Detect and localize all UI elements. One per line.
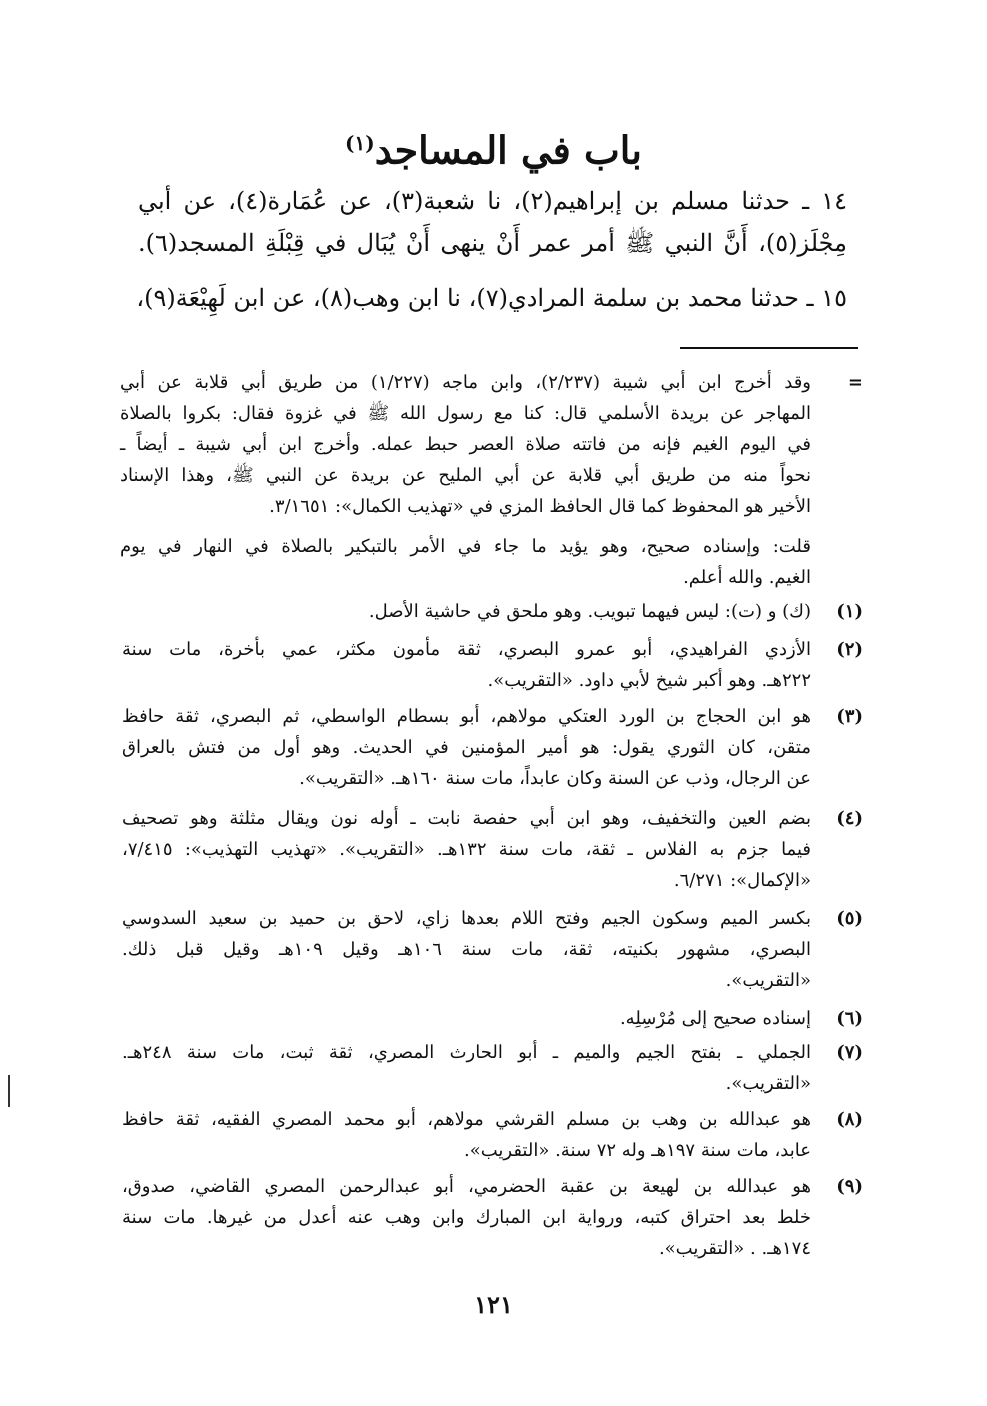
chapter-title-text: باب في المساجد: [374, 127, 642, 173]
footnote-line: خلط بعد احتراق كتبه، ورواية ابن المبارك وابن وهب عنه أعدل من غيرها. مات سنة: [122, 1207, 811, 1228]
footnote-line: الجملي ـ بفتح الجيم والميم ـ أبو الحارث المصري، ثقة ثبت، مات سنة ٢٤٨هـ.: [122, 1042, 811, 1063]
chapter-title-footnote-ref: (١): [345, 131, 375, 155]
footnote-line: بكسر الميم وسكون الجيم وفتح اللام بعدها زاي، لاحق بن حميد بن سعيد السدوسي: [122, 908, 811, 929]
continuation-line: قلت: وإسناده صحيح، وهو يؤيد ما جاء في الأمر بالتبكير بالصلاة في النهار في يوم: [120, 536, 811, 557]
continuation-line: المهاجر عن بريدة الأسلمي قال: كنا مع رسول الله ﷺ في غزوة فقال: بكروا بالصلاة: [120, 403, 811, 424]
continuation-line: وقد أخرج ابن أبي شيبة (٢/٢٣٧)، وابن ماجه (١/٢٢٧) من طريق أبي قلابة عن أبي: [120, 372, 812, 393]
continuation-line: نحواً منه من طريق أبي قلابة عن أبي المليح عن بريدة عن النبي ﷺ، وهذا الإسناد: [120, 465, 811, 486]
footnote-marker: (٧): [836, 1042, 863, 1063]
footnote-line: هو عبدالله بن وهب بن مسلم القرشي مولاهم، أبو محمد المصري الفقيه، ثقة حافظ: [122, 1109, 811, 1130]
footnote-line: «الإكمال»: ٦/٢٧١.: [673, 870, 811, 891]
footnote-marker: (٥): [836, 908, 863, 929]
footnote-line: فيما جزم به الفلاس ـ ثقة، مات سنة ١٣٢هـ. «التقريب». «تهذيب التهذيب»: ٧/٤١٥،: [122, 839, 812, 860]
footnote-line: (ك) و (ت): ليس فيهما تبويب. وهو ملحق في حاشية الأصل.: [368, 601, 811, 622]
footnote-line: الأزدي الفراهيدي، أبو عمرو البصري، ثقة مأمون مكثر، عمي بأخرة، مات سنة: [122, 639, 811, 660]
footnote-line: البصري، مشهور بكنيته، ثقة، مات سنة ١٠٦هـ وقيل ١٠٩هـ وقيل قبل ذلك.: [122, 939, 811, 960]
hadith-15-line-1: ١٥ ـ حدثنا محمد بن سلمة المرادي(٧)، نا ابن وهب(٨)، عن ابن لَهِيْعَة(٩)،: [136, 284, 847, 312]
continuation-marker: =: [847, 372, 863, 393]
footnote-line: عابد، مات سنة ١٩٧هـ وله ٧٢ سنة. «التقريب».: [463, 1140, 811, 1161]
footnote-marker: (٤): [836, 808, 863, 829]
footnote-marker: (١): [836, 601, 863, 622]
footnote-line: عن الرجال، وذب عن السنة وكان عابداً، مات سنة ١٦٠هـ. «التقريب».: [299, 768, 811, 789]
footnote-line: «التقريب».: [725, 1073, 811, 1094]
hadith-14-line-1: ١٤ ـ حدثنا مسلم بن إبراهيم(٢)، نا شعبة(٣)، عن عُمَارة(٤)، عن أبي: [138, 187, 848, 215]
hadith-14-line-2: مِجْلَز(٥)، أَنَّ النبي ﷺ أمر عمر أَنْ ينهى أَنْ يُبَال في قِبْلَةِ المسجد(٦).: [138, 229, 847, 257]
continuation-line: الأخير هو المحفوظ كما قال الحافظ المزي في «تهذيب الكمال»: ٣/١٦٥١.: [269, 496, 811, 517]
continuation-line: الغيم. والله أعلم.: [683, 567, 811, 588]
page-number: ١٢١: [474, 1290, 513, 1319]
footnote-line: هو عبدالله بن لهيعة بن عقبة الحضرمي، أبو عبدالرحمن المصري القاضي، صدوق،: [122, 1176, 811, 1197]
footnote-line: هو ابن الحجاج بن الورد العتكي مولاهم، أبو بسطام الواسطي، ثم البصري، ثقة حافظ: [122, 706, 811, 727]
footnote-marker: (٢): [836, 639, 863, 660]
footnote-separator: [680, 347, 858, 349]
footnote-marker: (٩): [836, 1176, 863, 1197]
footnote-line: إسناده صحيح إلى مُرْسِلِه.: [619, 1008, 811, 1029]
footnote-line: ١٧٤هـ. . «التقريب».: [658, 1238, 811, 1259]
footnote-line: ٢٢٢هـ. وهو أكبر شيخ لأبي داود. «التقريب».: [487, 670, 811, 691]
footnote-line: بضم العين والتخفيف، وهو ابن أبي حفصة نابت ـ أوله نون ويقال مثلثة وهو تصحيف: [122, 808, 811, 829]
footnote-marker: (٦): [836, 1008, 863, 1029]
scan-margin-mark: [8, 1075, 10, 1107]
footnote-line: متقن، كان الثوري يقول: هو أمير المؤمنين في الحديث. وهو أول من فتش بالعراق: [122, 737, 811, 758]
footnote-marker: (٨): [836, 1109, 863, 1130]
footnote-line: «التقريب».: [725, 970, 811, 991]
continuation-line: في اليوم الغيم فإنه من فاتته صلاة العصر حبط عمله. وأخرج ابن أبي شيبة ـ أيضاً ـ: [120, 434, 811, 455]
chapter-title: [0, 118, 987, 176]
footnote-marker: (٣): [836, 706, 863, 727]
